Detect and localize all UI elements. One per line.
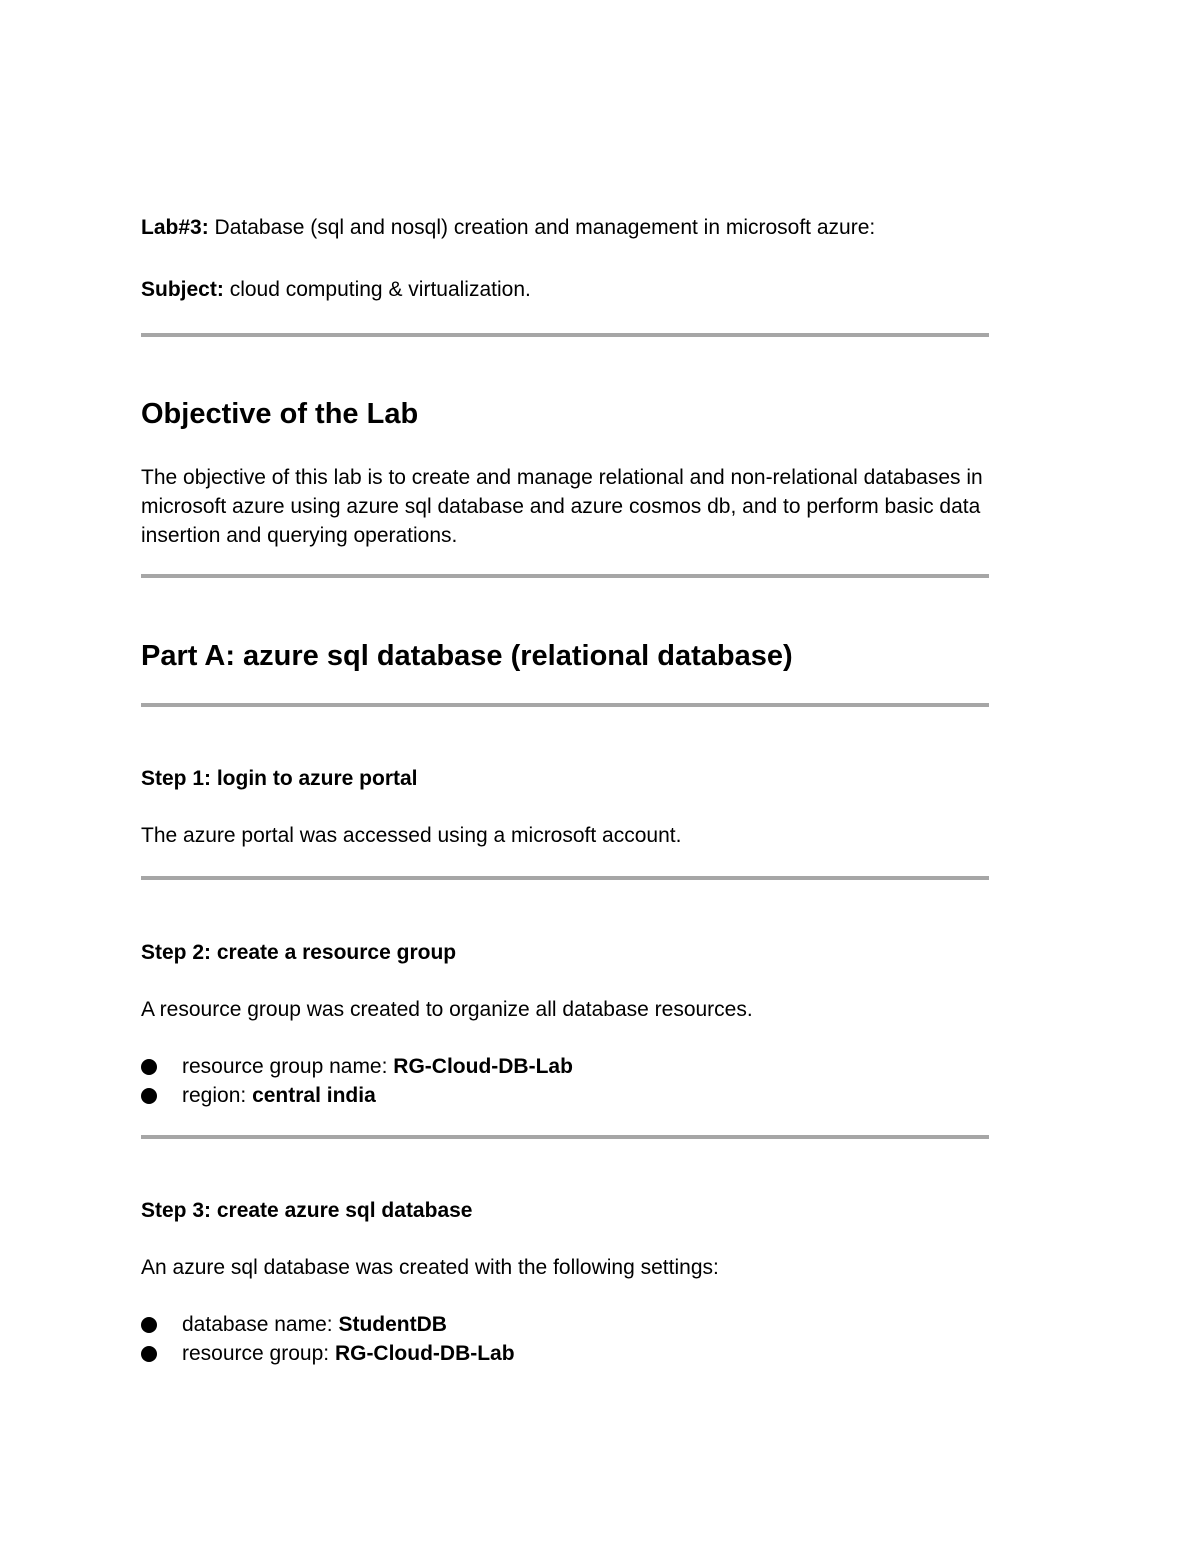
divider <box>141 703 989 707</box>
list-item-value: RG-Cloud-DB-Lab <box>393 1055 573 1078</box>
objective-paragraph: The objective of this lab is to create and manage relational and non-relational databases in microsoft azure using azure sql database and azure cosmos db, and to perform basic data insertion and querying operations. <box>141 466 983 547</box>
step2-text: A resource group was created to organize all database resources. <box>141 998 753 1021</box>
step3-list <box>141 1310 515 1368</box>
list-item-value: RG-Cloud-DB-Lab <box>334 1342 515 1365</box>
bullet-icon <box>141 1088 157 1104</box>
bullet-icon <box>141 1059 157 1075</box>
step1-heading: Step 1: login to azure portal <box>141 767 418 790</box>
step3-text: An azure sql database was created with the following settings: <box>141 1256 719 1279</box>
list-item-label: resource group: <box>182 1342 330 1365</box>
lab-label: Lab#3: <box>141 216 209 239</box>
list-item-value: StudentDB <box>338 1313 447 1336</box>
lab-title: Database (sql and nosql) creation and management in microsoft azure: <box>214 216 876 239</box>
list-item-value: central india <box>252 1084 376 1107</box>
part-a-heading: Part A: azure sql database (relational database) <box>141 640 793 672</box>
list-item <box>141 1081 573 1110</box>
step1-text: The azure portal was accessed using a microsoft account. <box>141 824 682 847</box>
divider <box>141 876 989 880</box>
bullet-icon <box>141 1346 157 1362</box>
list-item <box>141 1052 573 1081</box>
step2-list <box>141 1052 573 1110</box>
list-item-label: database name: <box>182 1313 333 1336</box>
divider <box>141 1135 989 1139</box>
divider <box>141 333 989 337</box>
subject-label: Subject: <box>141 278 224 301</box>
subject-line <box>141 277 531 303</box>
list-item <box>141 1310 515 1339</box>
step2-heading: Step 2: create a resource group <box>141 941 457 964</box>
lab-title-line <box>141 215 875 241</box>
list-item-label: region: <box>182 1084 247 1107</box>
subject-value: cloud computing & virtualization. <box>229 278 531 301</box>
list-item-label: resource group name: <box>182 1055 388 1078</box>
divider <box>141 574 989 578</box>
step3-heading: Step 3: create azure sql database <box>141 1199 473 1222</box>
objective-heading: Objective of the Lab <box>141 398 419 430</box>
list-item <box>141 1339 515 1368</box>
bullet-icon <box>141 1317 157 1333</box>
